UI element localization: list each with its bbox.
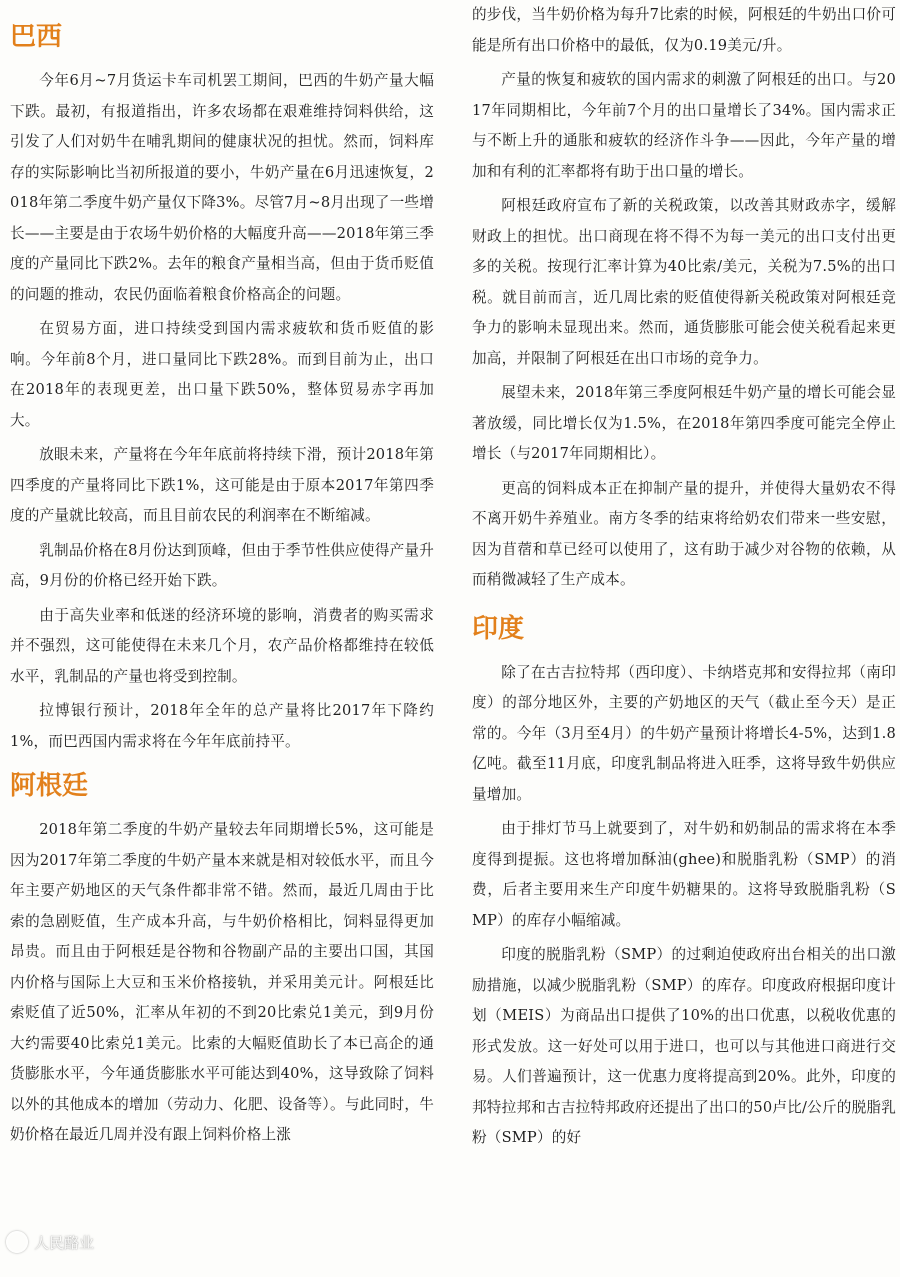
paragraph: 2018年第二季度的牛奶产量较去年同期增长5%，这可能是因为2017年第二季度的牛奶产量本来就是相对较低水平，而且今年主要产奶地区的天气条件都非常不错。然而，最近几周由于比索的急剧贬值，生产成本升高，与牛奶价格相比，饲料显得更加昂贵。而且由于阿根廷是谷物和谷物副产品的主要出口国，其国内价格与国际上大豆和玉米价格接轨，并采用美元计。阿根廷比索贬值了近50%，汇率从年初的不到20比索兑1美元，到9月份大约需要40比索兑1美元。比索的大幅贬值助长了本已高企的通货膨胀水平，今年通货膨胀水平可能达到40%，这导致除了饲料以外的其他成本的增加（劳动力、化肥、设备等）。与此同时，牛奶价格在最近几周并没有跟上饲料价格上涨 [10, 821, 434, 1143]
circle-logo-icon [6, 1231, 28, 1253]
watermark-text: 人民酪业 [34, 1233, 95, 1252]
section-title-india: 印度 [472, 613, 525, 644]
left-column [10, 18, 434, 1277]
paragraph: 拉博银行预计，2018年全年的总产量将比2017年下降约1%，而巴西国内需求将在今年年底前持平。 [10, 702, 434, 750]
paragraph: 更高的饲料成本正在抑制产量的提升，并使得大量奶农不得不离开奶牛养殖业。南方冬季的结束将给奶农们带来一些安慰，因为苜蓿和草已经可以使用了，这有助于减少对谷物的依赖，从而稍微减轻了生产成本。 [472, 479, 896, 588]
paragraph: 由于高失业率和低迷的经济环境的影响，消费者的购买需求并不强烈，这可能使得在未来几个月，农产品价格都维持在较低水平，乳制品的产量也将受到控制。 [10, 606, 434, 685]
right-column [472, 0, 896, 1259]
section-title-argentina: 阿根廷 [10, 771, 89, 801]
paragraph: 展望未来，2018年第三季度阿根廷牛奶产量的增长可能会显著放缓，同比增长仅为1.5%，在2018年第四季度可能完全停止增长（与2017年同期相比）。 [472, 384, 896, 462]
paragraph: 放眼未来，产量将在今年年底前将持续下滑，预计2018年第四季度的产量将同比下跌1%，这可能是由于原本2017年第四季度的产量就比较高，而且目前农民的利润率在不断缩减。 [10, 446, 434, 524]
paragraph: 在贸易方面，进口持续受到国内需求疲软和货币贬值的影响。今年前8个月，进口量同比下跌28%。而到目前为止，出口在2018年的表现更差，出口量下跌50%，整体贸易赤字再加大。 [10, 320, 434, 429]
paragraph: 阿根廷政府宣布了新的关税政策，以改善其财政赤字，缓解财政上的担忧。出口商现在将不得不为每一美元的出口支付出更多的关税。按现行汇率计算为40比索/美元，关税为7.5%的出口税。就目前而言，近几周比索的贬值使得新关税政策对阿根廷竞争力的影响未显现出来。然而，通货膨胀可能会使关税看起来更加高，并限制了阿根廷在出口市场的竞争力。 [472, 197, 896, 367]
watermark [6, 1231, 94, 1253]
paragraph: 印度的脱脂乳粉（SMP）的过剩迫使政府出台相关的出口激励措施，以减少脱脂乳粉（SMP）的库存。印度政府根据印度计划（MEIS）为商品出口提供了10%的出口优惠，以税收优惠的形式发放。这一好处可以用于进口，也可以与其他进口商进行交易。人们普遍预计，这一优惠力度将提高到20%。此外，印度的邦特拉邦和古吉拉特邦政府还提出了出口的50卢比/公斤的脱脂乳粉（SMP）的好 [472, 946, 896, 1146]
paragraph: 除了在古吉拉特邦（西印度）、卡纳塔克邦和安得拉邦（南印度）的部分地区外，主要的产奶地区的天气（截止至今天）是正常的。今年（3月至4月）的牛奶产量预计将增长4-5%，达到1.8亿吨。截至11月底，印度乳制品将进入旺季，这将导致牛奶供应量增加。 [472, 663, 896, 803]
paragraph: 由于排灯节马上就要到了，对牛奶和奶制品的需求将在本季度得到提振。这也将增加酥油(ghee)和脱脂乳粉（SMP）的消费，后者主要用来生产印度牛奶糖果的。这将导致脱脂乳粉（SMP）的库存小幅缩减。 [472, 820, 896, 929]
paragraph: 今年6月~7月货运卡车司机罢工期间，巴西的牛奶产量大幅下跌。最初，有报道指出，许多农场都在艰难维持饲料供给，这引发了人们对奶牛在哺乳期间的健康状况的担忧。然而，饲料库存的实际影响比当初所报道的要小，牛奶产量在6月迅速恢复，2018年第二季度牛奶产量仅下降3%。尽管7月~8月出现了一些增长——主要是由于农场牛奶价格的大幅度升高——2018年第三季度的产量同比下跌2%。去年的粮食产量相当高，但由于货币贬值的问题的推动，农民仍面临着粮食价格高企的问题。 [10, 72, 434, 303]
section-title-brazil: 巴西 [10, 22, 63, 52]
paragraph: 乳制品价格在8月份达到顶峰，但由于季节性供应使得产量升高，9月份的价格已经开始下跌。 [10, 541, 434, 589]
paragraph-continued: 的步伐，当牛奶价格为每升7比索的时候，阿根廷的牛奶出口价可能是所有出口价格中的最低，仅为0.19美元/升。 [472, 6, 896, 54]
paragraph: 产量的恢复和疲软的国内需求的刺激了阿根廷的出口。与2017年同期相比，今年前7个月的出口量增长了34%。国内需求正与不断上升的通胀和疲软的经济作斗争——因此，今年产量的增加和有利的汇率都将有助于出口量的增长。 [472, 71, 896, 180]
